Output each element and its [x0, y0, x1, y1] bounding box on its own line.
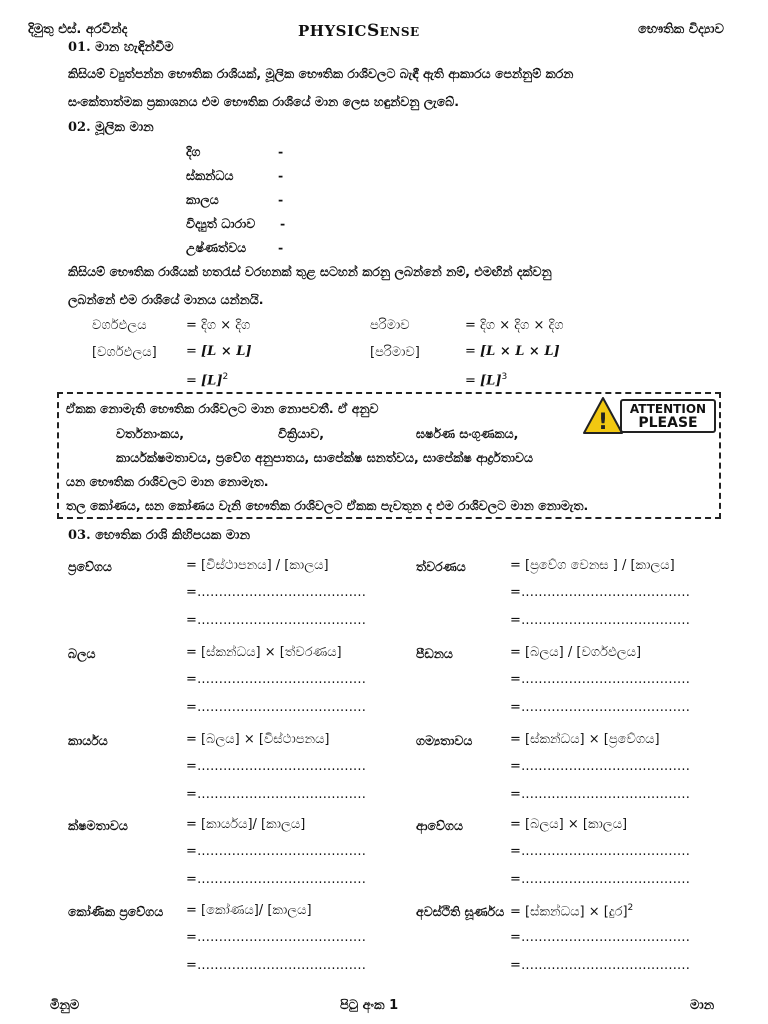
- equals-sign: =: [186, 344, 202, 359]
- formula-text: = [කෝණය]/ [කාලය]: [186, 903, 312, 918]
- attention-label-box: [620, 399, 716, 433]
- notice-item: ඝර්ෂණ සංගුණකය,: [416, 426, 519, 441]
- section-1-line-2: සංකේතාත්මක ප්‍රකාශනය එම භෞතික රාශියේ මාන ලෙස හඳුන්වනු ලැබේ.: [68, 94, 459, 109]
- answer-blank-line[interactable]: =.......................................: [186, 613, 367, 628]
- quantity-name: ක්ෂමතාවය: [68, 818, 128, 833]
- quantity-formula: [510, 645, 641, 660]
- math-expression: [L × L]: [201, 344, 252, 359]
- formula-text: = [ප්‍රවේග වෙනස ] / [කාලය]: [510, 558, 675, 573]
- base-quantity-name: විද්‍යුත් ධාරාව: [186, 216, 256, 231]
- base-quantity-name: කාලය: [186, 192, 219, 207]
- answer-blank-line[interactable]: =.......................................: [186, 958, 367, 973]
- volume-dimension-label: [පරිමාව]: [370, 345, 420, 360]
- volume-label: පරිමාව: [370, 318, 410, 333]
- base-quantity-dash: -: [278, 168, 284, 183]
- section-2-para-line-2: ලබන්නේ එම රාශියේ මානය යන්නයි.: [68, 292, 264, 307]
- section-3-number: 03.: [68, 528, 91, 543]
- answer-blank-line[interactable]: =.......................................: [510, 872, 691, 887]
- section-2-para-line-1: කිසියම් භෞතික රාශියක් හතරැස් වරහනක් තුළ සටහන් කරනු ලබන්නේ නම්, එමඟින් දක්වනු: [68, 264, 552, 279]
- warning-icon: [582, 396, 624, 436]
- notice-line-3: කාර්යක්ෂමතාවය, ප්‍රවේග අනුපාතය, සාපේක්ෂ ඝනත්වය, සාපේක්ෂ ආර්ද්‍රතාවය: [116, 450, 533, 465]
- answer-blank-line[interactable]: =.......................................: [510, 700, 691, 715]
- section-3-title: භෞතික රාශි කිහිපයක මාන: [95, 528, 251, 543]
- answer-blank-line[interactable]: =.......................................: [186, 787, 367, 802]
- volume-result: [465, 372, 507, 388]
- equals-sign: =: [465, 373, 481, 389]
- quantity-formula: [186, 903, 312, 918]
- quantity-name: පීඩනය: [416, 646, 453, 661]
- quantity-name: ගම්‍යතාවය: [416, 733, 473, 748]
- answer-blank-line[interactable]: =.......................................: [186, 872, 367, 887]
- formula-text: = [බලය] × [කාලය]: [510, 817, 628, 832]
- notice-line-5: තල කෝණය, ඝන කෝණය වැනි භෞතික රාශිවලට ඒකක පැවතුන ද එම රාශිවලට මාන නොමැත.: [66, 498, 589, 513]
- formula-text: = [කාර්යය]/ [කාලය]: [186, 817, 306, 832]
- please-text: PLEASE: [638, 415, 698, 431]
- answer-blank-line[interactable]: =.......................................: [186, 700, 367, 715]
- attention-text: ATTENTION: [629, 402, 707, 416]
- section-3-heading: [68, 528, 250, 543]
- quantity-formula: [186, 645, 342, 660]
- answer-blank-line[interactable]: =.......................................: [510, 930, 691, 945]
- brand-part-2: S: [366, 21, 380, 41]
- notice-line-4: යන භෞතික රාශිවලට මාන නොමැත.: [66, 474, 269, 489]
- notice-line-1: ඒකක නොමැති භෞතික රාශිවලට මාන නොපවතී. ඒ අනුව: [66, 401, 379, 416]
- base-quantity-dash: -: [280, 216, 286, 231]
- section-1-number: 01.: [68, 40, 91, 55]
- equals-sign: =: [186, 373, 202, 389]
- base-quantity-name: ස්කන්ධය: [186, 168, 234, 183]
- math-expression: [L × L × L]: [480, 344, 560, 359]
- answer-blank-line[interactable]: =.......................................: [510, 787, 691, 802]
- area-dimension-label: [වර්ගඵලය]: [92, 345, 157, 360]
- answer-blank-line[interactable]: =.......................................: [186, 585, 367, 600]
- attention-badge: [582, 396, 718, 436]
- answer-blank-line[interactable]: =.......................................: [510, 759, 691, 774]
- formula-text: = [ස්කන්ධය] × [දුර]: [510, 904, 628, 920]
- math-expression: [L]: [480, 373, 502, 389]
- quantity-name: අවස්ථිති ඝූර්ණය: [416, 904, 505, 919]
- answer-blank-line[interactable]: =.......................................: [510, 844, 691, 859]
- section-2-title: මූලික මාන: [95, 120, 154, 135]
- page-number: පිටු අංක 1: [340, 998, 399, 1013]
- area-dimension-equation: [186, 344, 252, 359]
- formula-text: = [ස්කන්ධය] × [ත්වරණය]: [186, 645, 342, 660]
- brand-part-1: PHYSIC: [298, 22, 367, 40]
- section-2-heading: [68, 120, 154, 135]
- answer-blank-line[interactable]: =.......................................: [186, 672, 367, 687]
- base-quantity-name: දිග: [186, 144, 201, 159]
- quantity-formula: [510, 558, 675, 573]
- quantity-name: කාර්යය: [68, 733, 108, 748]
- warning-mark: !: [597, 410, 609, 435]
- quantity-formula: [510, 817, 627, 832]
- answer-blank-line[interactable]: =.......................................: [510, 585, 691, 600]
- exponent: 3: [501, 372, 508, 382]
- formula-text: = [විස්ථාපනය] / [කාලය]: [186, 558, 329, 573]
- area-result: [186, 372, 228, 388]
- formula-text: = [බලය] / [වර්ගඵලය]: [510, 645, 642, 660]
- answer-blank-line[interactable]: =.......................................: [510, 672, 691, 687]
- answer-blank-line[interactable]: =.......................................: [186, 759, 367, 774]
- section-1-heading: [68, 40, 174, 55]
- header-brand: [298, 21, 420, 41]
- answer-blank-line[interactable]: =.......................................: [510, 613, 691, 628]
- section-1-title: මාන හැඳින්වීම: [95, 40, 174, 55]
- formula-text: = [බලය] × [විස්ථාපනය]: [186, 732, 330, 747]
- formula-exponent: 2: [627, 903, 634, 913]
- section-1-line-1: කිසියම් ව්‍යුත්පන්න භෞතික රාශියක්, මූලික භෞතික රාශිවලට බැඳී ඇති ආකාරය පෙන්නුම් කරන: [68, 66, 574, 81]
- quantity-formula: [186, 817, 305, 832]
- quantity-name: ආවේගය: [416, 818, 463, 833]
- section-2-number: 02.: [68, 120, 91, 135]
- quantity-formula: [186, 732, 330, 747]
- base-quantity-name: උෂ්ණත්වය: [186, 240, 247, 255]
- footer-left: මිනුම: [50, 998, 80, 1013]
- exponent: 2: [222, 372, 229, 382]
- quantity-name: බලය: [68, 646, 96, 661]
- math-expression: [L]: [201, 373, 223, 389]
- quantity-formula: [186, 558, 329, 573]
- header-subject: භෞතික විද්‍යාව: [638, 22, 724, 37]
- volume-dimension-equation: [465, 344, 560, 359]
- quantity-name: කෝණික ප්‍රවේගය: [68, 904, 164, 919]
- brand-part-3: ENSE: [379, 25, 420, 39]
- quantity-name: ප්‍රවේගය: [68, 559, 112, 574]
- formula-text: = [ස්කන්ධය] × [ප්‍රවේගය]: [510, 732, 660, 747]
- volume-equation: = දිග × දිග × දිග: [465, 318, 564, 333]
- notice-item: වික්‍රියාව,: [278, 426, 324, 441]
- answer-blank-line[interactable]: =.......................................: [186, 930, 367, 945]
- base-quantity-dash: -: [278, 240, 284, 255]
- answer-blank-line[interactable]: =.......................................: [510, 958, 691, 973]
- area-label: වර්ගඵලය: [92, 318, 147, 333]
- base-quantity-dash: -: [278, 192, 284, 207]
- footer-right: මාන: [690, 998, 715, 1013]
- answer-blank-line[interactable]: =.......................................: [186, 844, 367, 859]
- area-equation: = දිග × දිග: [186, 318, 251, 333]
- equals-sign: =: [465, 344, 481, 359]
- quantity-formula: [510, 732, 660, 747]
- header-author: දිමුතු එස්. අරවින්ද: [28, 22, 128, 37]
- notice-item: වර්තනාංකය,: [116, 426, 185, 441]
- base-quantity-dash: -: [278, 144, 284, 159]
- quantity-name: ත්වරණය: [416, 559, 466, 574]
- quantity-formula: [510, 903, 633, 919]
